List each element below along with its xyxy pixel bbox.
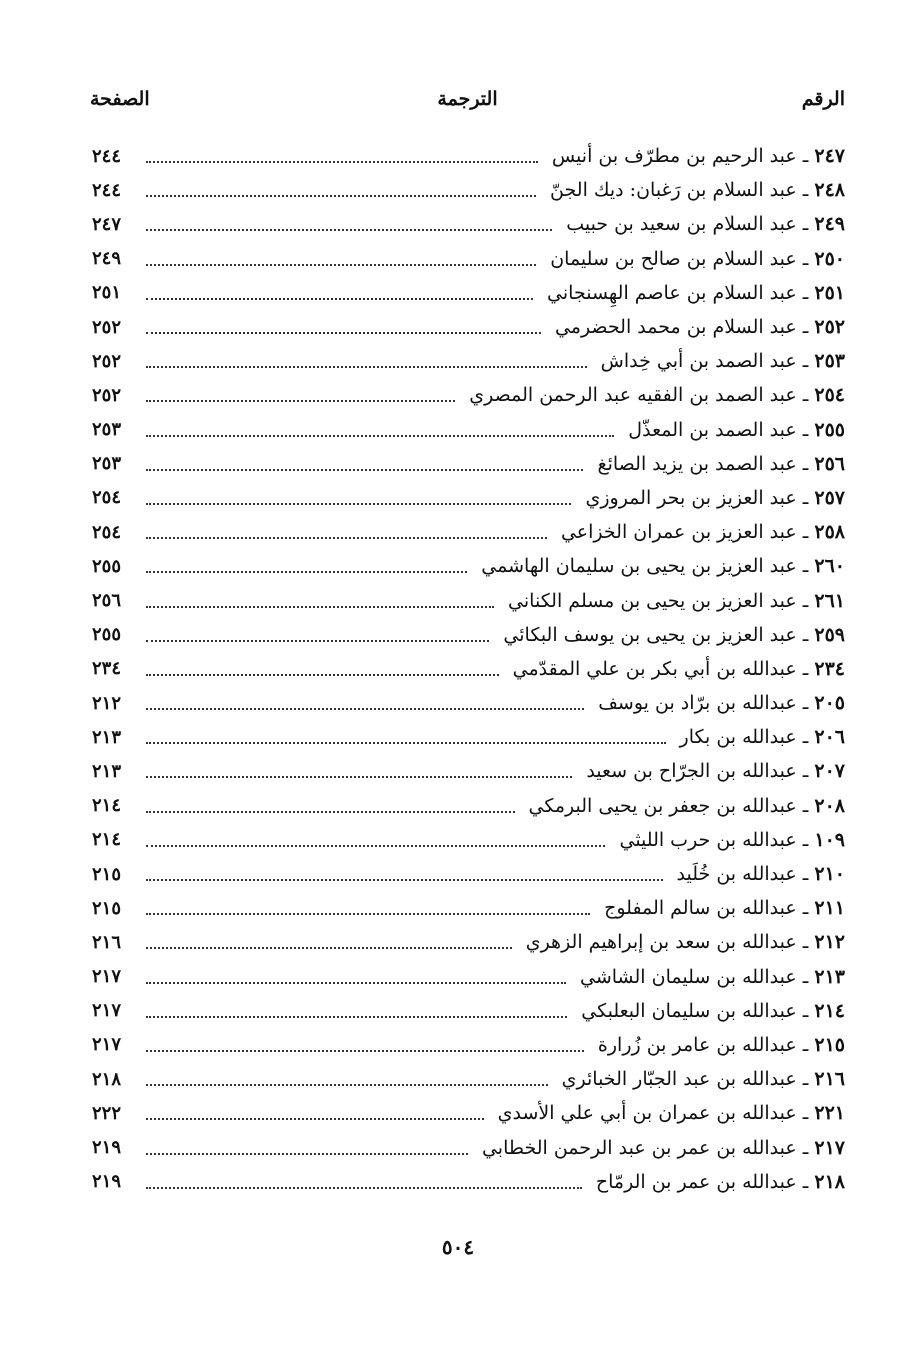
entry-number: ٢١٧: [814, 1136, 845, 1159]
entry-title: ٢٤٩ ـ عبد السلام بن سعيد بن حبيب: [566, 213, 845, 236]
entry-number: ٢١٦: [814, 1068, 845, 1091]
index-entry: [92, 549, 845, 583]
entry-page-number: ٢١٨: [92, 1068, 122, 1090]
dot-leader: [146, 913, 590, 915]
entry-page-number: ٢٥٣: [92, 419, 122, 441]
entry-number: ٢١٤: [814, 999, 845, 1022]
entry-number: ٢١٣: [814, 965, 845, 988]
entry-title: ٢١٧ ـ عبدالله بن عمر بن عبد الرحمن الخطابي: [481, 1136, 845, 1159]
dot-leader: [146, 1016, 567, 1018]
entry-page-number: ٢١٧: [92, 1000, 122, 1022]
entry-name: عبد السلام بن عاصم الهِسنجاني: [547, 281, 797, 304]
dot-leader: [146, 879, 663, 881]
entry-page-number: ٢١٢: [92, 692, 122, 714]
entry-name: عبدالله بن سليمان البعلبكي: [581, 999, 797, 1022]
entry-name: عبد الرحيم بن مطرّف بن أنيس: [551, 145, 797, 168]
entry-page-number: ٢١٣: [92, 726, 122, 748]
entry-page-number: ٢٤٧: [92, 213, 122, 235]
entry-page-number: ٢٤٤: [92, 145, 122, 167]
entry-name: عبدالله بن أبي بكر بن علي المقدّمي: [512, 657, 797, 680]
entry-title: ٢٥٢ ـ عبد السلام بن محمد الحضرمي: [554, 316, 845, 339]
entry-number: ٢٥٨: [814, 521, 845, 544]
entry-title: ٢٦١ ـ عبد العزيز بن يحيى بن مسلم الكناني: [508, 589, 845, 612]
entry-number: ٢٥١: [814, 281, 845, 304]
index-entry: [92, 1165, 845, 1199]
index-entry: [92, 515, 845, 549]
entry-number: ٢٠٥: [814, 692, 845, 715]
entry-number: ٢١٠: [814, 863, 845, 886]
dot-leader: [146, 640, 489, 642]
dot-leader: [146, 503, 571, 505]
entry-page-number: ٢٥٢: [92, 350, 122, 372]
entry-number: ٢٥٥: [814, 418, 845, 441]
entry-name: عبد الصمد بن يزيد الصائغ: [597, 452, 797, 475]
entry-title: ٢١٠ ـ عبدالله بن خُلَيد: [676, 863, 845, 886]
entry-name: عبدالله بن سليمان الشاشي: [580, 965, 797, 988]
dot-leader: [146, 1050, 584, 1052]
entry-name: عبد العزيز بن يحيى بن سليمان الهاشمي: [481, 555, 797, 578]
entry-title: ٢٥٥ ـ عبد الصمد بن المعذّل: [628, 418, 845, 441]
entry-title: ١٠٩ ـ عبدالله بن حرب الليثي: [619, 828, 845, 851]
index-entry: [92, 378, 845, 412]
entry-title: ٢٠٥ ـ عبدالله بن برّاد بن يوسف: [598, 692, 845, 715]
entry-number: ٢٦٠: [814, 555, 845, 578]
entry-name: عبد السلام بن صالح بن سليمان: [550, 247, 797, 270]
dot-leader: [146, 811, 515, 813]
entry-title: ٢١٣ ـ عبدالله بن سليمان الشاشي: [580, 965, 845, 988]
dot-leader: [146, 1153, 468, 1155]
entry-number: ٢٥٢: [814, 316, 845, 339]
entry-name: عبد العزيز بن يحيى بن مسلم الكناني: [508, 589, 797, 612]
index-entry: [92, 139, 845, 173]
entry-page-number: ٢١٣: [92, 760, 122, 782]
index-entry: [92, 207, 845, 241]
index-entry: [92, 413, 845, 447]
dot-leader: [146, 229, 552, 231]
entry-title: ٢٥٠ ـ عبد السلام بن صالح بن سليمان: [550, 247, 845, 270]
entry-number: ١٠٩: [814, 828, 845, 851]
entry-page-number: ٢٥٢: [92, 316, 122, 338]
entry-title: ٢٠٦ ـ عبدالله بن بكار: [679, 726, 845, 749]
entry-name: عبدالله بن سعد بن إبراهيم الزهري: [525, 931, 797, 954]
dot-leader: [146, 947, 512, 949]
entry-title: ٢٥١ ـ عبد السلام بن عاصم الهِسنجاني: [547, 281, 845, 304]
entry-name: عبدالله بن عمران بن أبي علي الأسدي: [497, 1102, 797, 1125]
index-entry: [92, 481, 845, 515]
index-entries: [92, 139, 845, 1199]
entry-name: عبدالله بن بكار: [679, 726, 797, 749]
entry-name: عبدالله بن خُلَيد: [676, 863, 797, 886]
entry-page-number: ٢٥٤: [92, 521, 122, 543]
dot-leader: [146, 298, 533, 300]
entry-number: ٢١٥: [814, 1033, 845, 1056]
entry-page-number: ٢٥٣: [92, 453, 122, 475]
entry-page-number: ٢٥٤: [92, 487, 122, 509]
index-entry: [92, 960, 845, 994]
entry-title: ٢٥٤ ـ عبد الصمد بن الفقيه عبد الرحمن المصري: [469, 384, 845, 407]
index-entry: [92, 720, 845, 754]
page-number: ٥٠٤: [441, 1235, 475, 1259]
entry-name: عبدالله بن عبد الجبّار الخبائري: [561, 1068, 797, 1091]
entry-title: ٢٠٧ ـ عبدالله بن الجرّاح بن سعيد: [586, 760, 845, 783]
entry-title: ٢٥٣ ـ عبد الصمد بن أبي خِداش: [600, 350, 845, 373]
entry-number: ٢٠٧: [814, 760, 845, 783]
title-column-label: الترجمة: [437, 88, 498, 110]
entry-title: ٢١١ ـ عبدالله بن سالم المفلوج: [604, 897, 845, 920]
column-header: [90, 88, 845, 118]
entry-number: ٢٥٤: [814, 384, 845, 407]
entry-title: ٢١٢ ـ عبدالله بن سعد بن إبراهيم الزهري: [525, 931, 845, 954]
entry-number: ٢٥٦: [814, 452, 845, 475]
entry-name: عبدالله بن الجرّاح بن سعيد: [586, 760, 797, 783]
entry-page-number: ٢١٧: [92, 966, 122, 988]
index-entry: [92, 652, 845, 686]
dot-leader: [146, 776, 572, 778]
entry-title: ٢١٦ ـ عبدالله بن عبد الجبّار الخبائري: [561, 1068, 845, 1091]
entry-title: ٢١٥ ـ عبدالله بن عامر بن زُرارة: [597, 1033, 845, 1056]
index-entry: [92, 823, 845, 857]
dot-leader: [146, 435, 614, 437]
entry-page-number: ٢١٤: [92, 795, 122, 817]
entry-page-number: ٢١٧: [92, 1034, 122, 1056]
entry-number: ٢١١: [814, 897, 845, 920]
entry-number: ٢٤٨: [814, 179, 845, 202]
entry-title: ٢٦٠ ـ عبد العزيز بن يحيى بن سليمان الهاشمي: [481, 555, 845, 578]
entry-page-number: ٢٥٦: [92, 590, 122, 612]
index-entry: [92, 310, 845, 344]
entry-number: ٢٠٨: [814, 794, 845, 817]
index-entry: [92, 754, 845, 788]
index-entry: [92, 618, 845, 652]
entry-name: عبد السلام بن محمد الحضرمي: [554, 316, 797, 339]
entry-page-number: ٢١٥: [92, 897, 122, 919]
entry-number: ٢٥٠: [814, 247, 845, 270]
entry-page-number: ٢٥٢: [92, 384, 122, 406]
dot-leader: [146, 195, 536, 197]
entry-number: ٢٥٣: [814, 350, 845, 373]
entry-name: عبدالله بن عمر بن عبد الرحمن الخطابي: [481, 1136, 797, 1159]
entry-name: عبدالله بن عامر بن زُرارة: [597, 1033, 797, 1056]
entry-page-number: ٢١٥: [92, 863, 122, 885]
entry-page-number: ٢٤٤: [92, 179, 122, 201]
entry-name: عبد العزيز بن بحر المروزي: [585, 486, 797, 509]
index-entry: [92, 173, 845, 207]
dot-leader: [146, 982, 566, 984]
entry-number: ٢١٨: [814, 1170, 845, 1193]
entry-title: ٢٢١ ـ عبدالله بن عمران بن أبي علي الأسدي: [497, 1102, 845, 1125]
index-entry: [92, 242, 845, 276]
entry-name: عبد العزيز بن عمران الخزاعي: [560, 521, 797, 544]
entry-number: ٢١٢: [814, 931, 845, 954]
dot-leader: [146, 708, 584, 710]
index-entry: [92, 344, 845, 378]
entry-name: عبدالله بن عمر بن الرمّاح: [595, 1170, 797, 1193]
entry-title: ٢٥٨ ـ عبد العزيز بن عمران الخزاعي: [560, 521, 845, 544]
entry-title: ٢١٤ ـ عبدالله بن سليمان البعلبكي: [581, 999, 845, 1022]
dot-leader: [146, 742, 666, 744]
entry-number: ٢٣٤: [814, 657, 845, 680]
index-entry: [92, 447, 845, 481]
dot-leader: [146, 400, 455, 402]
entry-title: ٢٤٧ ـ عبد الرحيم بن مطرّف بن أنيس: [551, 145, 845, 168]
entry-title: ٢٥٩ ـ عبد العزيز بن يحيى بن يوسف البكائي: [503, 623, 845, 646]
entry-number: ٢٢١: [814, 1102, 845, 1125]
entry-page-number: ٢٥٥: [92, 624, 122, 646]
entry-title: ٢٥٧ ـ عبد العزيز بن بحر المروزي: [585, 486, 845, 509]
entry-name: عبد الصمد بن أبي خِداش: [600, 350, 797, 373]
index-entry: [92, 1130, 845, 1164]
entry-number: ٢٥٧: [814, 486, 845, 509]
index-entry: [92, 1062, 845, 1096]
entry-page-number: ٢٤٩: [92, 248, 122, 270]
index-entry: [92, 276, 845, 310]
entry-name: عبدالله بن سالم المفلوج: [604, 897, 797, 920]
entry-title: ٢٠٨ ـ عبدالله بن جعفر بن يحيى البرمكي: [528, 794, 845, 817]
entry-name: عبد السلام بن سعيد بن حبيب: [566, 213, 797, 236]
entry-page-number: ٢٢٢: [92, 1102, 122, 1124]
dot-leader: [146, 332, 541, 334]
entry-name: عبد العزيز بن يحيى بن يوسف البكائي: [503, 623, 797, 646]
dot-leader: [146, 1084, 548, 1086]
index-entry: [92, 857, 845, 891]
index-entry: [92, 925, 845, 959]
dot-leader: [146, 1187, 582, 1189]
entry-page-number: ٢١٩: [92, 1137, 122, 1159]
entry-number: ٢٤٩: [814, 213, 845, 236]
entry-page-number: ٢٥٥: [92, 555, 122, 577]
dot-leader: [146, 845, 605, 847]
entry-page-number: ٢٥١: [92, 282, 122, 304]
dot-leader: [146, 571, 467, 573]
page-column-label: الصفحة: [90, 88, 150, 110]
dot-leader: [146, 1118, 484, 1120]
entry-title: ٢٣٤ ـ عبدالله بن أبي بكر بن علي المقدّمي: [512, 657, 845, 680]
entry-title: ٢٤٨ ـ عبد السلام بن رَغبان: ديك الجنّ: [550, 179, 845, 202]
dot-leader: [146, 537, 547, 539]
entry-number: ٢٠٦: [814, 726, 845, 749]
dot-leader: [146, 366, 587, 368]
entry-title: ٢١٨ ـ عبدالله بن عمر بن الرمّاح: [595, 1170, 845, 1193]
entry-name: عبد الصمد بن المعذّل: [628, 418, 797, 441]
index-entry: [92, 1028, 845, 1062]
entry-name: عبد السلام بن رَغبان: ديك الجنّ: [550, 179, 797, 202]
entry-page-number: ٢١٩: [92, 1171, 122, 1193]
entry-number: ٢٥٩: [814, 623, 845, 646]
dot-leader: [146, 264, 536, 266]
index-entry: [92, 891, 845, 925]
index-entry: [92, 1096, 845, 1130]
entry-name: عبدالله بن جعفر بن يحيى البرمكي: [528, 794, 797, 817]
entry-page-number: ٢٣٤: [92, 658, 122, 680]
dot-leader: [146, 161, 538, 163]
entry-page-number: ٢١٤: [92, 829, 122, 851]
number-column-label: الرقم: [801, 88, 845, 110]
entry-name: عبدالله بن برّاد بن يوسف: [598, 692, 797, 715]
index-entry: [92, 583, 845, 617]
index-entry: [92, 994, 845, 1028]
entry-page-number: ٢١٦: [92, 931, 122, 953]
entry-number: ٢٤٧: [814, 145, 845, 168]
entry-name: عبدالله بن حرب الليثي: [619, 828, 797, 851]
index-entry: [92, 789, 845, 823]
dot-leader: [146, 606, 494, 608]
index-entry: [92, 686, 845, 720]
entry-title: ٢٥٦ ـ عبد الصمد بن يزيد الصائغ: [597, 452, 845, 475]
dot-leader: [146, 469, 583, 471]
entry-name: عبد الصمد بن الفقيه عبد الرحمن المصري: [469, 384, 797, 407]
dot-leader: [146, 674, 499, 676]
entry-number: ٢٦١: [814, 589, 845, 612]
